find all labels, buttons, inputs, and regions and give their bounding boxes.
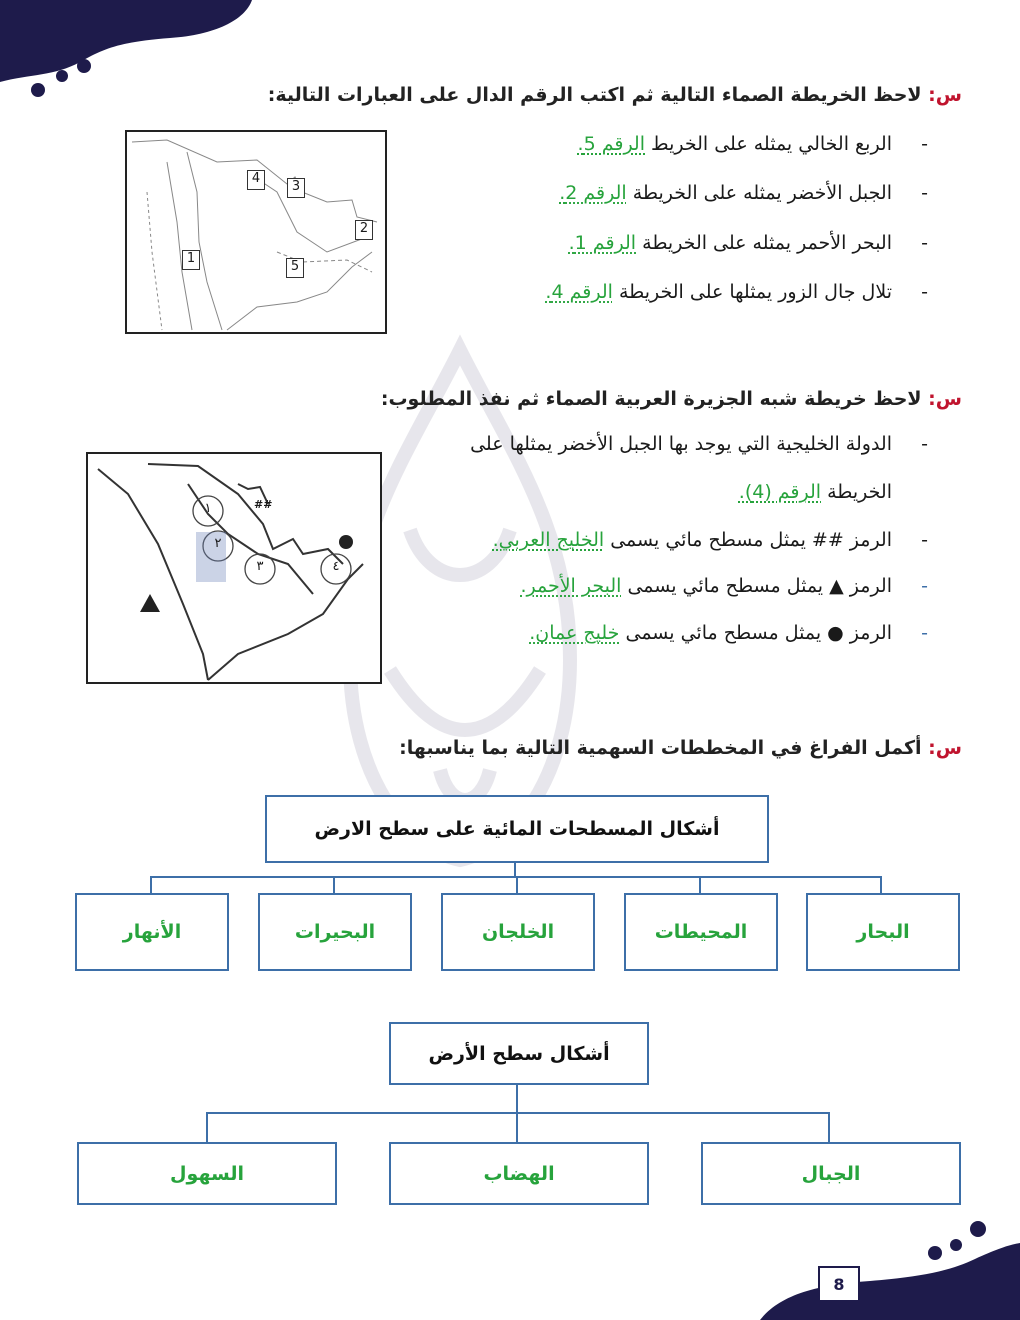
diagram2-bar [206,1112,830,1114]
map2-label-1: ١ [204,501,212,516]
q2-item-1-line1: -الدولة الخليجية التي يوجد بها الجبل الأخضر يمثلها على [470,433,928,455]
diagram1-box-seas: البحار [806,893,960,971]
diagram1-drop [333,876,335,893]
diagram2-box-plateaus: الهضاب [389,1142,649,1205]
map2-label-3: ٣ [256,559,264,574]
diagram1-title-box: أشكال المسطحات المائية على سطح الارض [265,795,769,863]
bottom-right-decoration [760,1215,1020,1320]
map2-label-2: ٢ [214,536,222,551]
map2-label-4: ٤ [332,559,340,574]
map1-label-1: 1 [182,250,200,270]
q2-item-4: -الرمز ● يمثل مسطح مائي يسمى خليج عمان. [529,622,928,644]
diagram2-title-box: أشكال سطح الأرض [389,1022,649,1085]
diagram1-box-gulfs: الخلجان [441,893,595,971]
arabian-peninsula-map-1 [127,132,385,332]
diagram1-drop [699,876,701,893]
blank-map-2 [86,452,382,684]
diagram2-drop [206,1112,208,1142]
page-number: 8 [818,1266,860,1302]
map1-label-2: 2 [355,220,373,240]
q1-item-2: -الجبل الأخضر يمثله على الخريطة الرقم 2. [559,182,928,204]
question-1-heading: س: لاحظ الخريطة الصماء التالية ثم اكتب الرقم الدال على العبارات التالية: [267,84,962,106]
diagram1-drop [516,876,518,893]
q1-item-1: -الربع الخالي يمثله على الخريط الرقم 5. [577,133,928,155]
q1-item-3: -البحر الأحمر يمثله على الخريطة الرقم 1. [568,232,928,254]
map1-label-5: 5 [286,258,304,278]
top-left-decoration [0,0,260,110]
diagram1-drop [150,876,152,893]
diagram2-box-mountains: الجبال [701,1142,961,1205]
diagram1-box-rivers: الأنهار [75,893,229,971]
diagram2-stem [516,1083,518,1113]
triangle-symbol [140,594,160,612]
map1-label-3: 3 [287,178,305,198]
question-3-heading: س: أكمل الفراغ في المخططات السهمية التالية بما يناسبها: [399,737,962,759]
q2-item-3: -الرمز ▲ يمثل مسطح مائي يسمى البحر الأحمر. [520,575,928,597]
dot-symbol [339,535,353,549]
map2-hash-symbol: ## [254,498,273,511]
diagram1-stem [514,861,516,877]
diagram1-drop [880,876,882,893]
question-2-heading: س: لاحظ خريطة شبه الجزيرة العربية الصماء ثم نفذ المطلوب: [380,388,962,410]
diagram2-drop [516,1112,518,1142]
diagram1-box-lakes: البحيرات [258,893,412,971]
q2-item-1-line2: الخريطة الرقم (4). [738,481,892,503]
q1-item-4: -تلال جال الزور يمثلها على الخريطة الرقم 4. [545,281,928,303]
diagram2-box-plains: السهول [77,1142,337,1205]
map1-label-4: 4 [247,170,265,190]
blank-map-1 [125,130,387,334]
diagram2-drop [828,1112,830,1142]
q2-item-2: -الرمز ## يمثل مسطح مائي يسمى الخليج العربي. [492,529,928,551]
diagram1-box-oceans: المحيطات [624,893,778,971]
